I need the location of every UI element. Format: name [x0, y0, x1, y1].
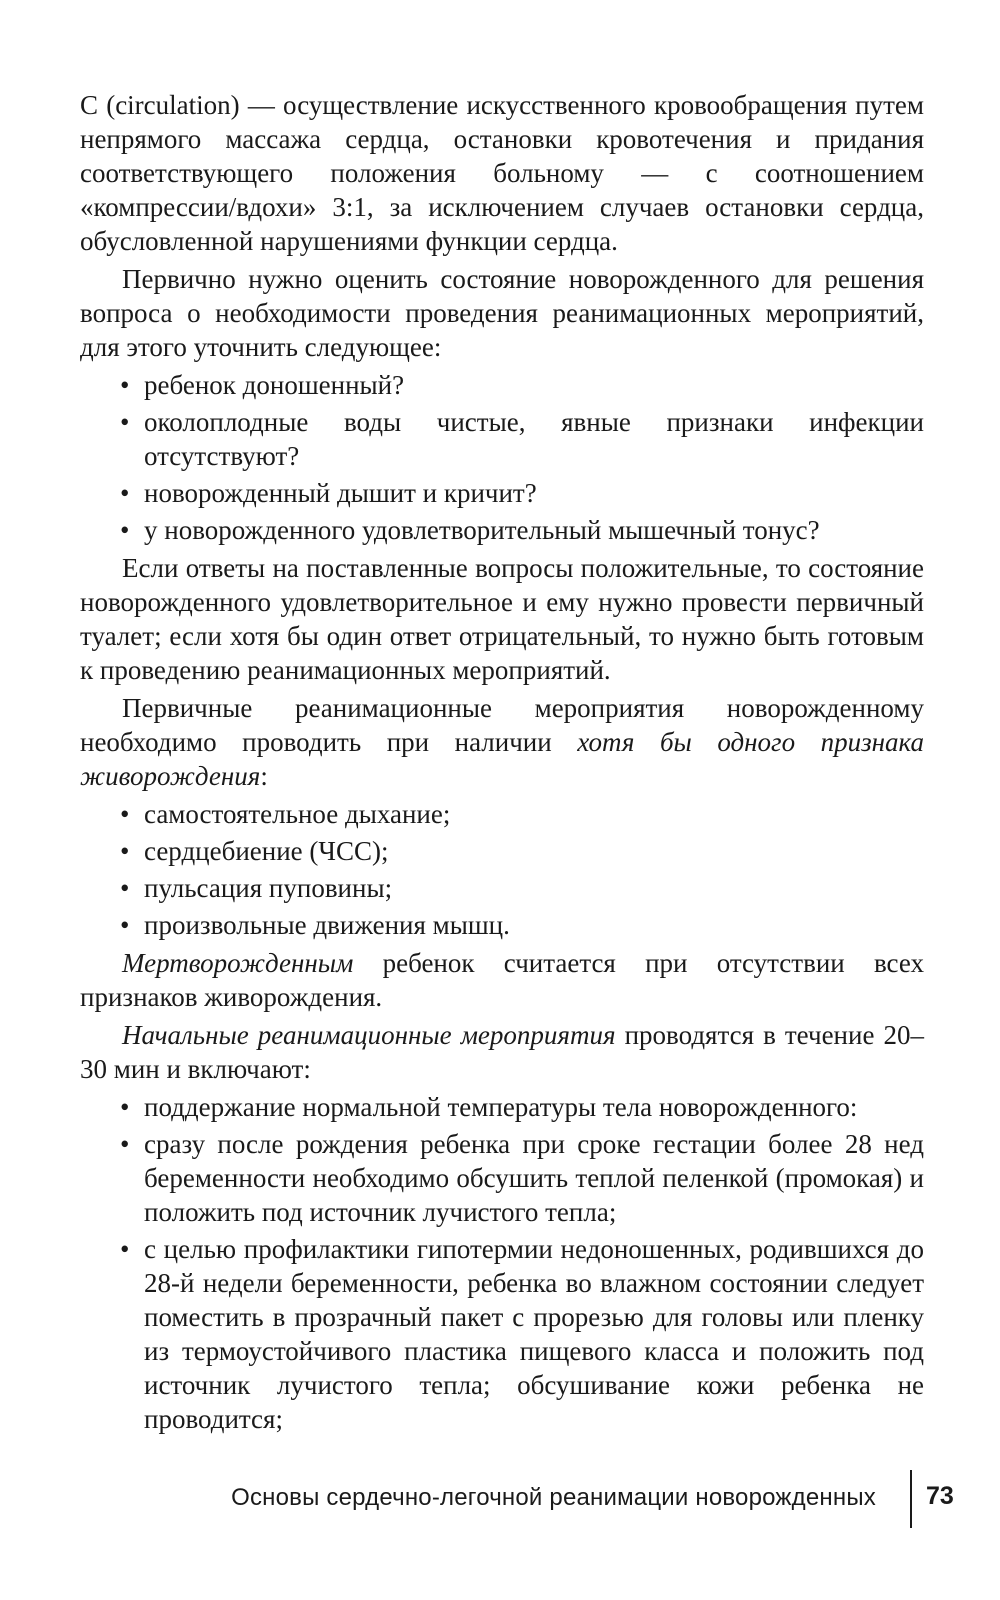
bullet-icon: • [120, 1092, 130, 1122]
list-item [80, 513, 924, 547]
page-body [80, 88, 924, 1440]
list-item [80, 797, 924, 831]
list-item [80, 405, 924, 473]
list-item-text: новорожденный дышит и кричит? [144, 478, 537, 508]
initial-measures-text: проводятся в течение 20–30 мин и включают: [80, 1020, 925, 1084]
bullet-icon: • [120, 1234, 130, 1264]
bullet-icon: • [120, 836, 130, 866]
stillborn-definition: ребенок считается при отсутствии всех признаков живорождения. [80, 948, 924, 1012]
list-item [80, 834, 924, 868]
paragraph-initial-measures [80, 1018, 924, 1086]
list-item-text: сердцебиение (ЧСС); [144, 836, 389, 866]
list-item [80, 871, 924, 905]
list-item [80, 1127, 924, 1229]
paragraph-circulation: С (circulation) — осуществление искусственного кровообращения путем непрямого массажа сердца, остановки кровотечения и придания соответствующего положения больному — с соотношением «компрессии/вдохи» 3:1, за исключением случаев остановки сердца, обусловленной нарушениями функции сердца. [80, 90, 924, 256]
bullet-icon: • [120, 1129, 130, 1159]
running-title: Основы сердечно-легочной реанимации новорожденных [231, 1484, 876, 1511]
primary-measures-emphasis: хотя бы одного признака живорождения [80, 727, 924, 791]
paragraph-initial-assessment: Первично нужно оценить состояние новорожденного для решения вопроса о необходимости проведения реанимационных мероприятий, для этого уточнить следующее: [80, 264, 924, 362]
bullet-icon: • [120, 799, 130, 829]
list-item-text: произвольные движения мышц. [144, 910, 510, 940]
initial-measures-list [80, 1090, 924, 1436]
paragraph-stillborn [80, 946, 924, 1014]
signs-list [80, 797, 924, 942]
bullet-icon: • [120, 478, 130, 508]
list-item [80, 1090, 924, 1124]
list-item-text: пульсация пуповины; [144, 873, 393, 903]
bullet-icon: • [120, 370, 130, 400]
list-item-text: с целью профилактики гипотермии недоношенных, родившихся до 28-й недели беременности, ребенка во влажном состоянии следует поместить в прозрачный пакет с прорезью для головы или пленку из термоустойчивого пластика пищевого класса и положить под источник лучистого тепла; обсушивание кожи ребенка не проводится; [144, 1234, 924, 1434]
page-footer [0, 1470, 1000, 1530]
footer-divider [910, 1470, 912, 1528]
page-number: 73 [926, 1482, 954, 1510]
primary-measures-tail: : [260, 761, 268, 791]
list-item-text: ребенок доношенный? [144, 370, 405, 400]
list-item [80, 1232, 924, 1436]
bullet-icon: • [120, 407, 130, 437]
list-item [80, 368, 924, 402]
list-item-text: сразу после рождения ребенка при сроке гестации более 28 нед беременности необходимо обсушить теплой пеленкой (промокая) и положить под источник лучистого тепла; [144, 1129, 924, 1227]
list-item-text: у новорожденного удовлетворительный мышечный тонус? [144, 515, 820, 545]
assessment-list [80, 368, 924, 547]
initial-measures-term: Начальные реанимационные мероприятия [122, 1020, 616, 1050]
paragraph-primary-measures [80, 691, 924, 793]
primary-measures-lead: Первичные реанимационные мероприятия новорожденному необходимо проводить при наличии [80, 693, 924, 757]
bullet-icon: • [120, 910, 130, 940]
list-item-text: околоплодные воды чистые, явные признаки инфекции отсутствуют? [144, 407, 924, 471]
paragraph-answers: Если ответы на поставленные вопросы положительные, то состояние новорожденного удовлетворительное и ему нужно провести первичный туалет; если хотя бы один ответ отрицательный, то нужно быть готовым к проведению реанимационных мероприятий. [80, 553, 924, 685]
list-item-text: самостоятельное дыхание; [144, 799, 451, 829]
list-item [80, 908, 924, 942]
list-item-text: поддержание нормальной температуры тела новорожденного: [144, 1092, 858, 1122]
stillborn-term: Мертворожденным [122, 948, 354, 978]
list-item [80, 476, 924, 510]
bullet-icon: • [120, 515, 130, 545]
bullet-icon: • [120, 873, 130, 903]
